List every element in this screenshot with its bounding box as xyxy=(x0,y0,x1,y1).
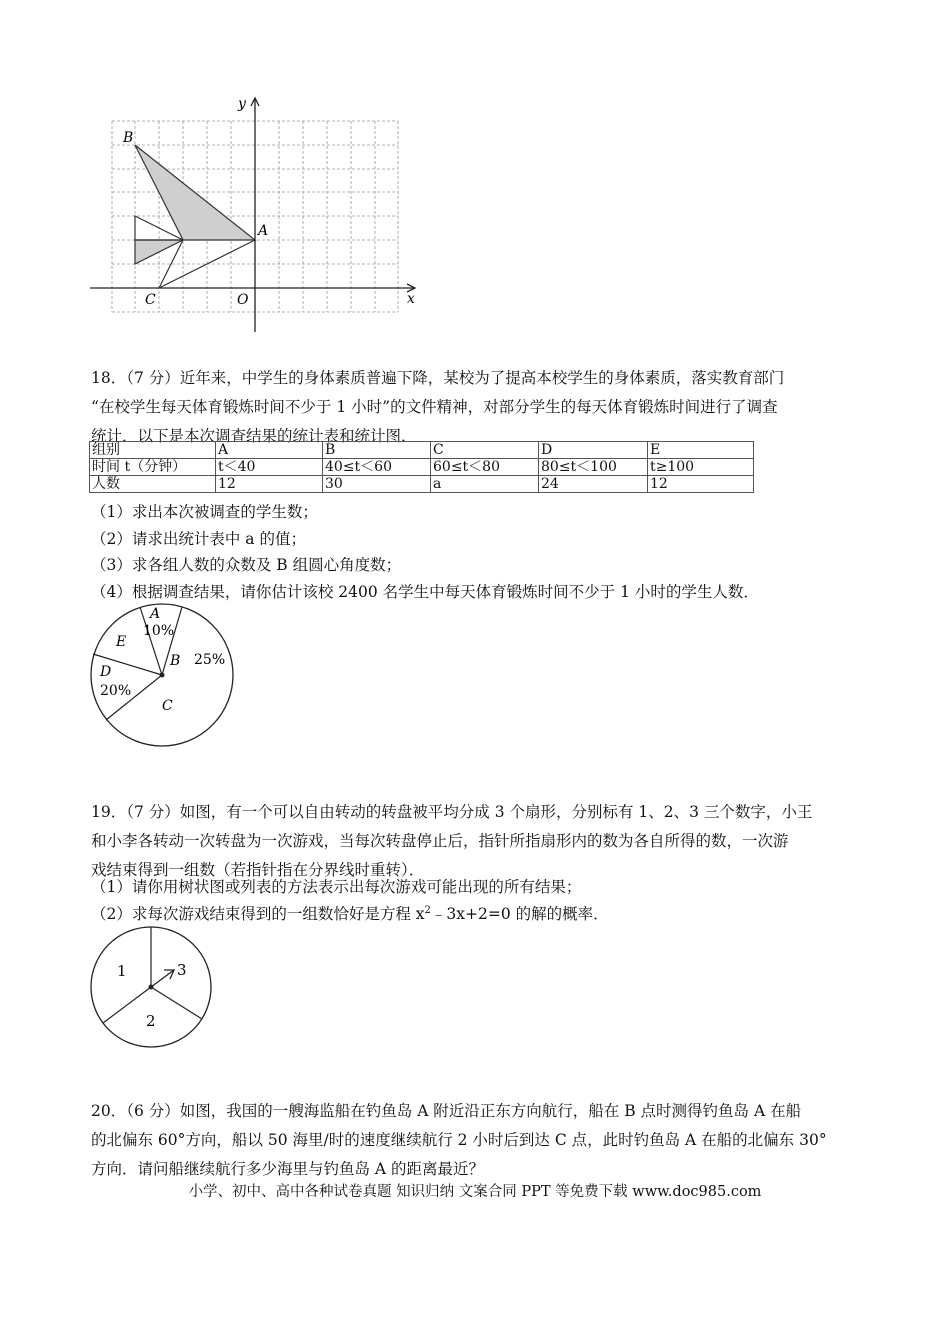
page-footer: 小学、初中、高中各种试卷真题 知识归纳 文案合同 PPT 等免费下载 www.doc985.com xyxy=(188,1184,762,1200)
table-cell: 80≤t＜100 xyxy=(539,459,648,476)
table-cell: 24 xyxy=(539,476,648,493)
q18-sub3: （3）求各组人数的众数及 B 组圆心角度数； xyxy=(91,556,402,574)
table-cell: a xyxy=(431,476,539,493)
q18-line1: 18．（7 分）近年来，中学生的身体素质普遍下降，某校为了提高本校学生的身体素质，落实教育部门 xyxy=(91,369,785,387)
table-cell: E xyxy=(648,442,754,459)
q19-line1: 19．（7 分）如图，有一个可以自由转动的转盘被平均分成 3 个扇形，分别标有 1、2、3 三个数字，小王 xyxy=(91,803,813,821)
point-label-a: A xyxy=(258,223,269,239)
q20-line2: 的北偏东 60°方向，船以 50 海里/时的速度继续航行 2 小时后到达 C 点，此时钓鱼岛 A 在船的北偏东 30° xyxy=(91,1131,827,1149)
table-cell: C xyxy=(431,442,539,459)
table-cell: 组别 xyxy=(90,442,216,459)
table-cell: A xyxy=(216,442,323,459)
q18-line3: 统计．以下是本次调查结果的统计表和统计图． xyxy=(91,427,417,445)
shaded-triangle-large xyxy=(135,145,255,240)
spinner-number-3: 3 xyxy=(177,961,187,979)
q18-stats-table xyxy=(89,441,754,493)
q19-sub1: （1）请你用树状图或列表的方法表示出每次游戏可能出现的所有结果； xyxy=(91,878,582,896)
q18-pie-chart xyxy=(88,600,238,750)
q19-line2: 和小李各转动一次转盘为一次游戏，当每次转盘停止后，指针所指扇形内的数为各自所得的数，一次游 xyxy=(91,832,789,850)
table-cell: 人数 xyxy=(90,476,216,493)
table-cell: 12 xyxy=(216,476,323,493)
coordinate-grid-figure xyxy=(85,90,425,340)
table-cell: 40≤t＜60 xyxy=(323,459,431,476)
axis-label-y: y xyxy=(238,96,246,112)
q18-sub2: （2）请求出统计表中 a 的值； xyxy=(91,529,306,548)
point-label-c: C xyxy=(145,292,156,308)
point-label-b: B xyxy=(123,130,134,146)
pie-pct-d: 20% xyxy=(100,683,132,699)
table-cell: t＜40 xyxy=(216,459,323,476)
q20-text xyxy=(91,1097,827,1184)
axis-label-x: x xyxy=(407,291,415,307)
point-label-o: O xyxy=(237,292,249,308)
q18-subquestions xyxy=(91,499,759,605)
q18-line2: “在校学生每天体育锻炼时间不少于 1 小时”的文件精神，对部分学生的每天体育锻炼时间进行了调查 xyxy=(91,398,778,416)
table-cell: D xyxy=(539,442,648,459)
q19-text xyxy=(91,798,812,885)
pie-label-e: E xyxy=(116,634,127,650)
pie-label-b: B xyxy=(170,653,181,669)
table-row xyxy=(90,476,754,493)
table-cell: 30 xyxy=(323,476,431,493)
pie-label-c: C xyxy=(162,698,173,714)
spinner-number-1: 1 xyxy=(117,962,127,980)
q19-spinner-figure xyxy=(88,925,218,1050)
shaded-triangle-small xyxy=(135,240,183,264)
pie-pct-a: 10% xyxy=(143,623,175,639)
pie-pct-b: 25% xyxy=(194,652,226,668)
table-cell: 时间 t（分钟） xyxy=(90,459,216,476)
q20-line1: 20．（6 分）如图，我国的一艘海监船在钓鱼岛 A 附近沿正东方向航行，船在 B 点时测得钓鱼岛 A 在船 xyxy=(91,1102,802,1120)
q19-sub2: （2）求每次游戏结束得到的一组数恰好是方程 $x^2﹣3x+2=0$ 的解的概率． xyxy=(91,904,609,923)
table-row xyxy=(90,459,754,476)
pie-label-a: A xyxy=(150,606,161,622)
pie-label-d: D xyxy=(100,664,112,680)
q18-text xyxy=(91,364,784,451)
q19-line3: 戏结束得到一组数（若指针指在分界线时重转）． xyxy=(91,861,425,879)
table-cell: t≥100 xyxy=(648,459,754,476)
table-cell: B xyxy=(323,442,431,459)
spinner-number-2: 2 xyxy=(146,1012,156,1030)
table-row xyxy=(90,442,754,459)
q19-subquestions xyxy=(91,874,609,927)
table-cell: 12 xyxy=(648,476,754,493)
q20-line3: 方向．请问船继续航行多少海里与钓鱼岛 A 的距离最近？ xyxy=(91,1160,485,1178)
q18-sub1: （1）求出本次被调查的学生数； xyxy=(91,503,318,521)
table-cell: 60≤t＜80 xyxy=(431,459,539,476)
q18-sub4: （4）根据调查结果，请你估计该校 2400 名学生中每天体育锻炼时间不少于 1 小时的学生人数． xyxy=(91,582,759,601)
